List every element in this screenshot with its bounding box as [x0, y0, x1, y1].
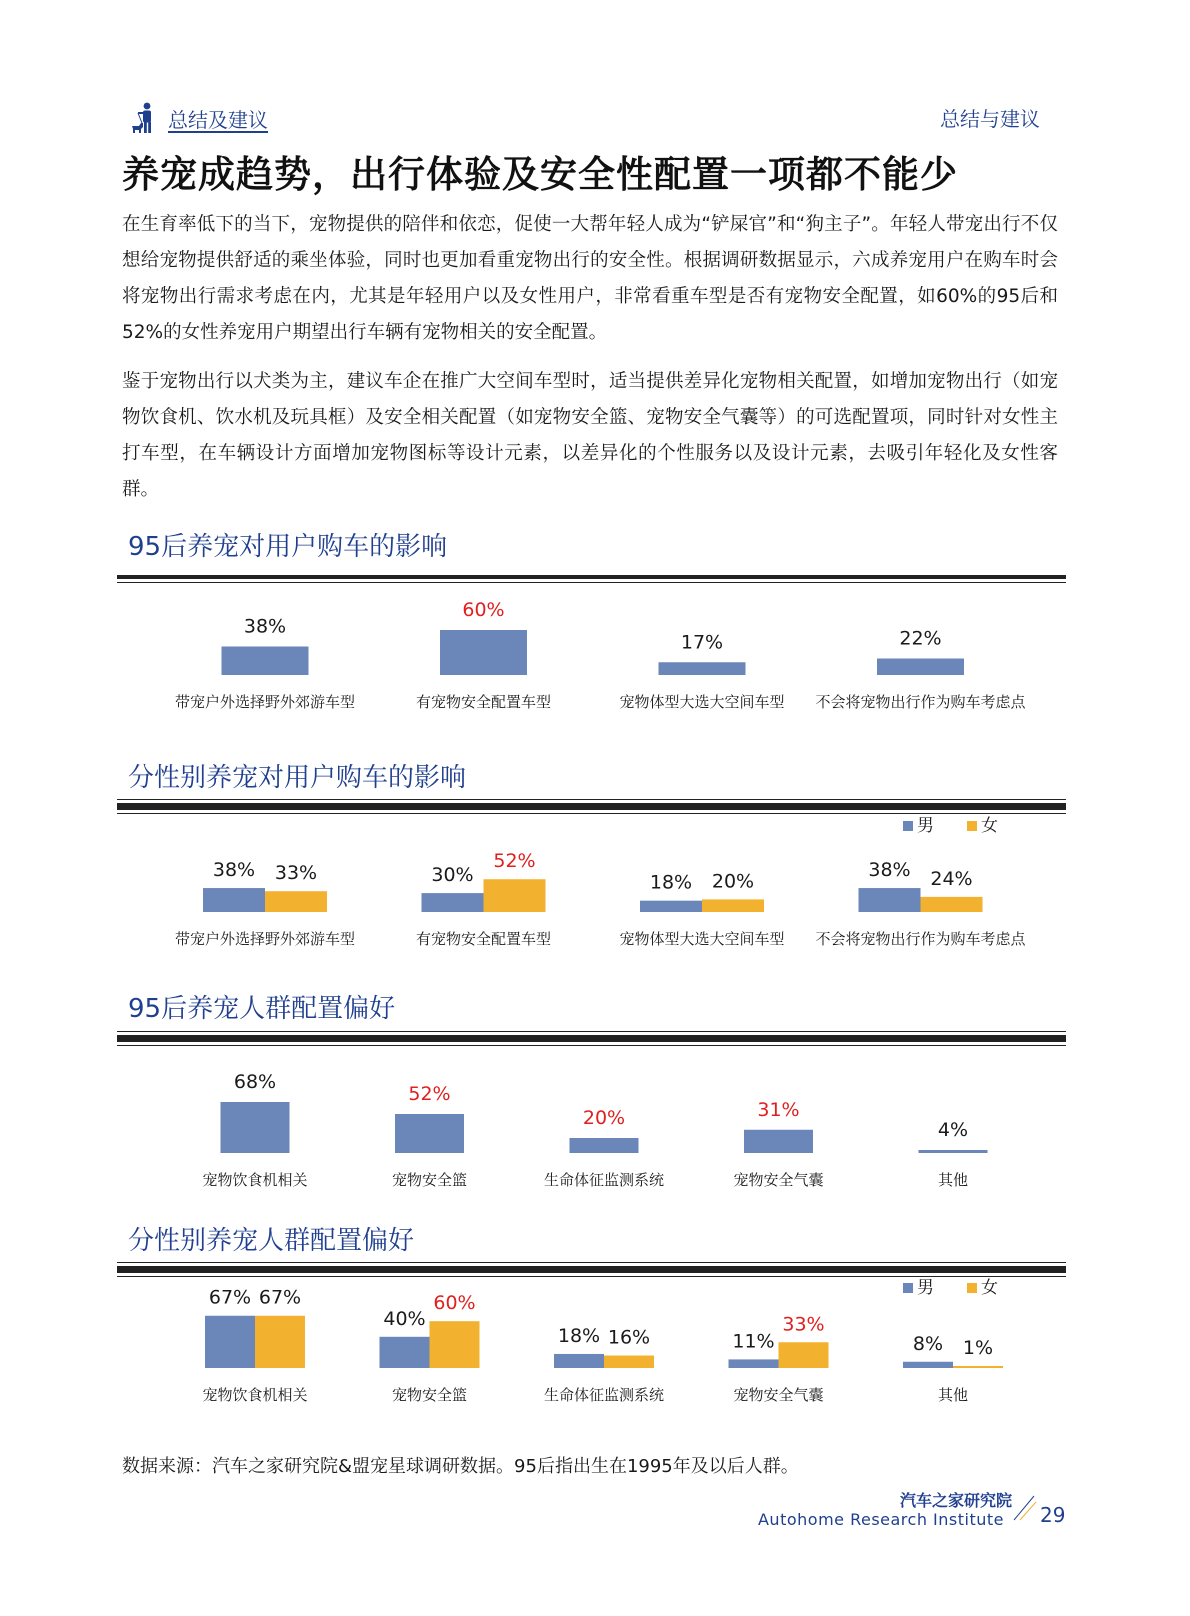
bar — [440, 630, 527, 675]
data-label: 40% — [383, 1307, 426, 1330]
data-label: 1% — [962, 1337, 994, 1359]
chart-2-title: 分性别养宠对用户购车的影响 — [128, 763, 467, 793]
bar — [640, 901, 702, 912]
section-label-text: 总结及建议 — [168, 107, 268, 132]
chart-4 — [117, 1280, 1066, 1420]
bar — [744, 1130, 813, 1153]
bar — [877, 659, 964, 676]
category-label: 宠物安全气囊 — [733, 1386, 824, 1404]
bar — [659, 662, 746, 675]
chart-2 — [117, 818, 1066, 963]
data-label: 52% — [493, 850, 536, 873]
data-label: 68% — [233, 1071, 277, 1093]
paragraph-1: 在生育率低下的当下，宠物提供的陪伴和依恋，促使一大帮年轻人成为“铲屎官”和“狗主子”。年轻人带宠出行不仅想给宠物提供舒适的乘坐体验，同时也更加看重宠物出行的安全性。根据调研数据显示，六成养宠用户在购车时会将宠物出行需求考虑在内，尤其是年轻用户以及女性用户，非常看重车型是否有宠物安全配置，如60%的95后和52%的女性养宠用户期望出行车辆有宠物相关的安全配置。 — [122, 214, 1058, 343]
bar — [430, 1321, 480, 1368]
bar — [380, 1337, 430, 1368]
bar — [255, 1316, 305, 1368]
data-label: 33% — [782, 1313, 825, 1336]
person-with-dog-icon — [130, 102, 160, 134]
footer-divider-icon — [1010, 1494, 1038, 1522]
data-label: 38% — [212, 859, 256, 882]
legend-label: 女 — [981, 816, 998, 836]
bar — [729, 1359, 779, 1368]
category-label: 宠物饮食机相关 — [202, 1386, 308, 1404]
data-label: 22% — [899, 627, 942, 650]
section-label — [130, 98, 268, 138]
bar — [221, 1102, 290, 1153]
bar — [779, 1342, 829, 1368]
category-label: 有宠物安全配置车型 — [415, 930, 552, 948]
category-label: 不会将宠物出行作为购车考虑点 — [815, 693, 1026, 711]
data-label: 67% — [258, 1286, 302, 1309]
footer-brand-cn: 汽车之家研究院 — [899, 1491, 1012, 1510]
chart-1-top-rule — [117, 575, 1066, 583]
data-label: 33% — [274, 862, 318, 885]
category-label: 宠物饮食机相关 — [202, 1171, 308, 1189]
legend-swatch — [903, 821, 913, 831]
data-label: 20% — [711, 870, 755, 893]
data-label: 30% — [431, 864, 474, 887]
data-label: 17% — [680, 631, 724, 654]
chapter-label: 总结与建议 — [940, 107, 1040, 131]
bar — [422, 893, 484, 912]
legend-label: 女 — [981, 1278, 998, 1298]
bar — [921, 897, 983, 912]
data-label: 38% — [243, 615, 287, 638]
bar — [859, 888, 921, 912]
category-label: 带宠户外选择野外郊游车型 — [174, 693, 356, 711]
category-label: 带宠户外选择野外郊游车型 — [174, 930, 356, 948]
data-label: 67% — [208, 1286, 252, 1309]
chart-4-title: 分性别养宠人群配置偏好 — [128, 1226, 415, 1256]
legend-label: 男 — [917, 1278, 934, 1298]
bar — [222, 647, 309, 676]
category-label: 生命体征监测系统 — [543, 1171, 665, 1189]
data-label: 18% — [649, 871, 693, 894]
bar — [903, 1362, 953, 1368]
category-label: 宠物体型大选大空间车型 — [619, 693, 785, 711]
data-label: 11% — [732, 1330, 775, 1353]
chart-3-top-rule — [117, 1038, 1066, 1046]
category-label: 生命体征监测系统 — [543, 1386, 665, 1404]
bar — [570, 1138, 639, 1153]
bar — [554, 1354, 604, 1368]
category-label: 宠物安全篮 — [391, 1171, 468, 1189]
category-label: 有宠物安全配置车型 — [415, 693, 552, 711]
chart-3-title: 95后养宠人群配置偏好 — [128, 994, 396, 1024]
category-label: 宠物体型大选大空间车型 — [619, 930, 785, 948]
footer-brand-en: Autohome Research Institute — [757, 1510, 1004, 1529]
category-label: 其他 — [937, 1386, 969, 1404]
legend-swatch — [903, 1283, 913, 1293]
category-label: 不会将宠物出行作为购车考虑点 — [815, 930, 1026, 948]
bar — [395, 1114, 464, 1153]
legend-swatch — [967, 821, 977, 831]
data-label: 24% — [930, 867, 973, 890]
bar — [265, 891, 327, 912]
bar — [203, 888, 265, 912]
chart-1-title: 95后养宠对用户购车的影响 — [128, 532, 448, 562]
bar — [205, 1316, 255, 1368]
category-label: 宠物安全气囊 — [733, 1171, 824, 1189]
data-source-note: 数据来源：汽车之家研究院&盟宠星球调研数据。95后指出生在1995年及以后人群。 — [122, 1456, 799, 1477]
chart-4-top-rule — [117, 1269, 1066, 1277]
bar — [953, 1366, 1003, 1368]
page-number: 29 — [1040, 1503, 1066, 1527]
legend-swatch — [967, 1283, 977, 1293]
data-label: 31% — [757, 1098, 800, 1121]
bar — [919, 1150, 988, 1153]
paragraph-2: 鉴于宠物出行以犬类为主，建议车企在推广大空间车型时，适当提供差异化宠物相关配置，如增加宠物出行（如宠物饮食机、饮水机及玩具框）及安全相关配置（如宠物安全篮、宠物安全气囊等）的可选配置项，同时针对女性主打车型，在车辆设计方面增加宠物图标等设计元素，以差异化的个性服务以及设计元素，去吸引年轻化及女性客群。 — [122, 371, 1058, 500]
data-label: 52% — [408, 1083, 451, 1105]
bar — [604, 1356, 654, 1368]
data-label: 16% — [607, 1326, 651, 1349]
data-label: 60% — [462, 599, 505, 621]
page-title: 养宠成趋势，出行体验及安全性配置一项都不能少 — [122, 153, 958, 196]
category-label: 宠物安全篮 — [391, 1386, 468, 1404]
bar — [702, 899, 764, 912]
chart-1 — [117, 585, 1066, 725]
category-label: 其他 — [937, 1171, 969, 1189]
data-label: 8% — [912, 1332, 944, 1355]
chart-2-top-rule — [117, 806, 1066, 814]
bar — [484, 879, 546, 912]
data-label: 4% — [937, 1119, 969, 1141]
chart-3 — [117, 1050, 1066, 1200]
data-label: 20% — [582, 1107, 626, 1129]
data-label: 38% — [868, 859, 911, 882]
data-label: 18% — [557, 1324, 601, 1347]
data-label: 60% — [433, 1292, 476, 1315]
legend-label: 男 — [917, 816, 934, 836]
